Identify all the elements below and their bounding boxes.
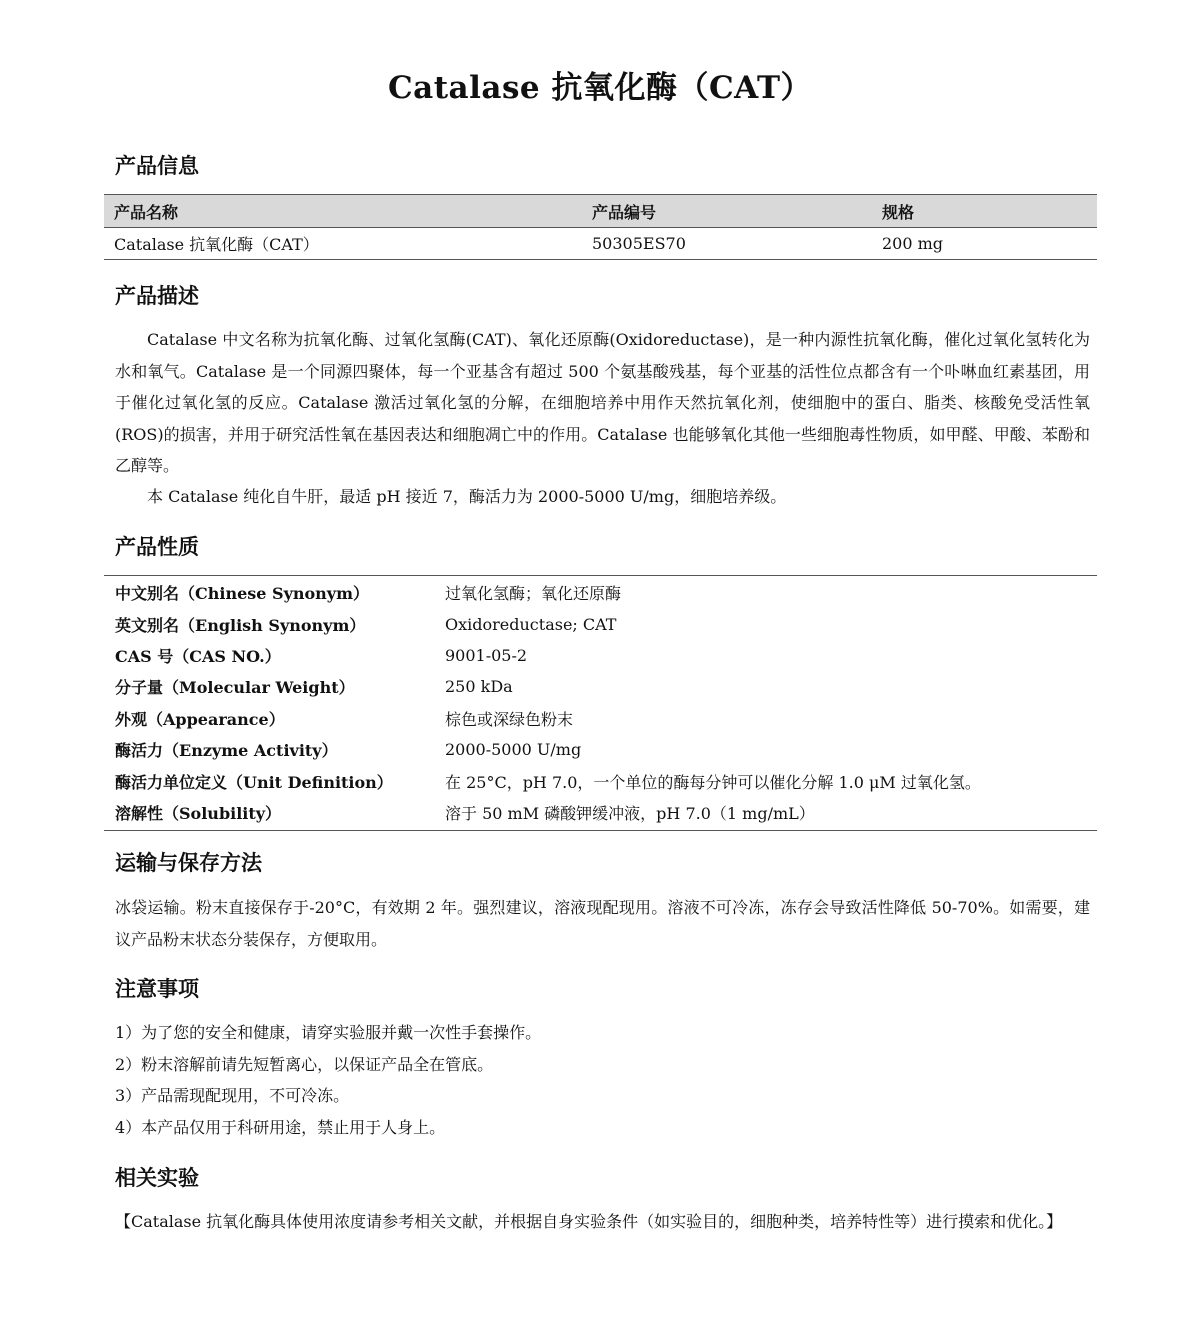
section-heading-notes: 注意事项 xyxy=(115,976,199,1001)
related-paragraph: 【Catalase 抗氧化酶具体使用浓度请参考相关文献，并根据自身实验条件（如实验目的，细胞种类，培养特性等）进行摸索和优化。】 xyxy=(115,1212,1063,1231)
table-header-spec: 规格 xyxy=(872,195,1097,228)
property-row xyxy=(104,671,1097,702)
property-row xyxy=(104,608,1097,639)
table-header-name: 产品名称 xyxy=(104,195,582,228)
property-value: 250 kDa xyxy=(445,677,513,697)
table-header-row xyxy=(104,195,1097,228)
list-item: 2）粉末溶解前请先短暂离心，以保证产品全在管底。 xyxy=(115,1054,494,1074)
notes-list xyxy=(115,1017,1090,1143)
property-value: 9001-05-2 xyxy=(445,645,528,665)
property-value: 2000-5000 U/mg xyxy=(445,740,582,760)
table-header-code: 产品编号 xyxy=(582,195,872,228)
property-row xyxy=(104,734,1097,765)
property-value: Oxidoreductase; CAT xyxy=(445,614,617,634)
property-label: 酶活力单位定义（Unit Definition） xyxy=(115,772,393,792)
property-row xyxy=(104,703,1097,734)
product-name-cell: Catalase 抗氧化酶（CAT） xyxy=(104,228,582,260)
section-heading-description: 产品描述 xyxy=(115,283,199,308)
section-heading-related: 相关实验 xyxy=(115,1165,199,1190)
list-item: 3）产品需现配现用，不可冷冻。 xyxy=(115,1086,350,1105)
property-label: 溶解性（Solubility） xyxy=(115,803,282,823)
property-row xyxy=(104,577,1097,608)
product-code-cell: 50305ES70 xyxy=(582,228,872,260)
property-label: CAS 号（CAS NO.） xyxy=(115,646,281,666)
list-item: 4）本产品仅用于科研用途，禁止用于人身上。 xyxy=(115,1117,446,1137)
section-heading-properties: 产品性质 xyxy=(115,534,199,559)
document-title: Catalase 抗氧化酶（CAT） xyxy=(387,70,813,106)
property-row xyxy=(104,640,1097,671)
list-item: 1）为了您的安全和健康，请穿实验服并戴一次性手套操作。 xyxy=(115,1023,542,1042)
property-label: 外观（Appearance） xyxy=(115,709,285,729)
property-value: 棕色或深绿色粉末 xyxy=(445,709,574,729)
property-row xyxy=(104,797,1097,828)
property-row xyxy=(104,765,1097,796)
property-value: 溶于 50 mM 磷酸钾缓冲液，pH 7.0（1 mg/mL） xyxy=(445,803,815,823)
property-label: 英文别名（English Synonym） xyxy=(115,615,366,635)
product-spec-cell: 200 mg xyxy=(872,228,1097,260)
table-row xyxy=(104,228,1097,260)
properties-table xyxy=(104,575,1097,831)
section-heading-product-info: 产品信息 xyxy=(115,153,199,178)
property-value: 过氧化氢酶；氧化还原酶 xyxy=(445,584,622,604)
storage-paragraph: 冰袋运输。粉末直接保存于-20°C，有效期 2 年。强烈建议，溶液现配现用。溶液不可冷冻，冻存会导致活性降低 50-70%。如需要，建议产品粉末状态分装保存，方便取用。 xyxy=(115,898,1090,949)
section-heading-storage: 运输与保存方法 xyxy=(115,850,262,875)
property-label: 中文别名（Chinese Synonym） xyxy=(115,584,370,604)
description-paragraph-2: 本 Catalase 纯化自牛肝，最适 pH 接近 7，酶活力为 2000-5000 U/mg，细胞培养级。 xyxy=(147,487,787,506)
product-info-table xyxy=(104,194,1097,260)
description-paragraph-1: Catalase 中文名称为抗氧化酶、过氧化氢酶(CAT)、氧化还原酶(Oxidoreductase)，是一种内源性抗氧化酶，催化过氧化氢转化为水和氧气。Catalase 是一个同源四聚体，每一个亚基含有超过 500 个氨基酸残基，每个亚基的活性位点都含有一个卟啉血红素基团，用于催化过氧化氢的反应。Catalase 激活过氧化氢的分解，在细胞培养中用作天然抗氧化剂，使细胞中的蛋白、脂类、核酸免受活性氧(ROS)的损害，并用于研究活性氧在基因表达和细胞凋亡中的作用。Catalase 也能够氧化其他一些细胞毒性物质，如甲醛、甲酸、苯酚和乙醇等。 xyxy=(115,330,1090,475)
property-label: 酶活力（Enzyme Activity） xyxy=(115,741,338,761)
property-value: 在 25°C，pH 7.0，一个单位的酶每分钟可以催化分解 1.0 μM 过氧化氢。 xyxy=(445,772,981,792)
property-label: 分子量（Molecular Weight） xyxy=(115,678,355,698)
